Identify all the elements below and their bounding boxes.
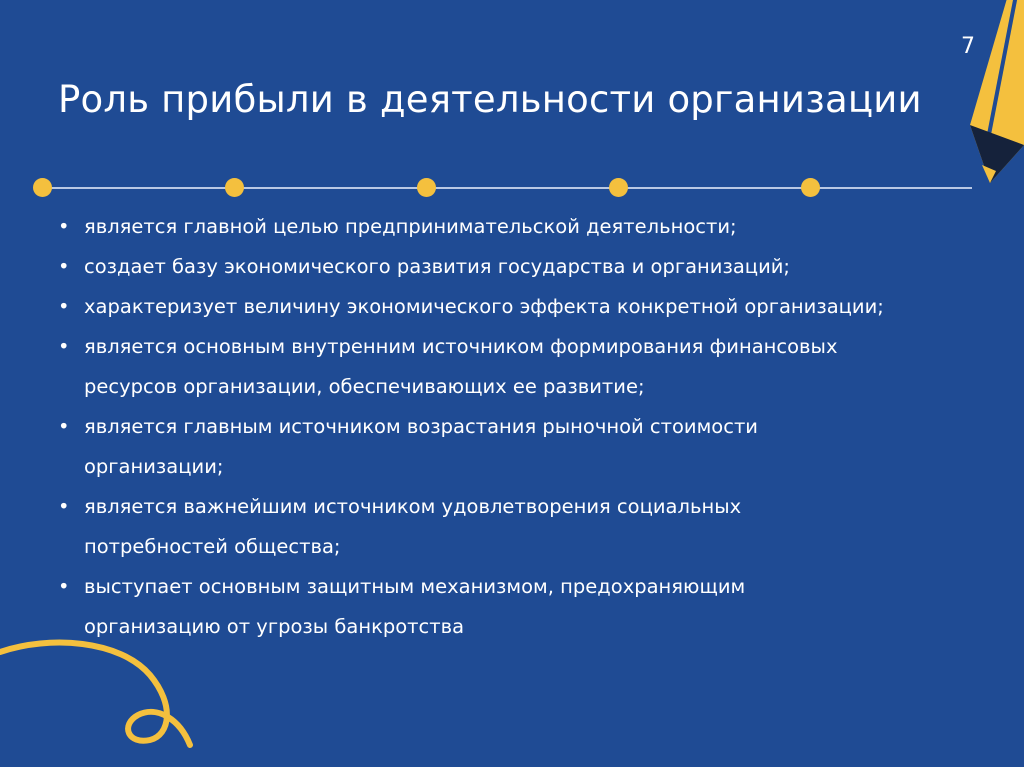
page-number: 7 xyxy=(961,34,975,59)
timeline-dot xyxy=(417,178,436,197)
bullet-item: • характеризует величину экономического эффекта конкретной организации; xyxy=(58,287,1008,327)
squiggle-decoration xyxy=(0,630,200,767)
bullet-item: • является главной целью предпринимательской деятельности; xyxy=(58,207,1008,247)
timeline-dot xyxy=(801,178,820,197)
timeline-dot xyxy=(225,178,244,197)
bullet-item: • является важнейшим источником удовлетворения социальных потребностей общества; xyxy=(58,487,1008,567)
timeline-dot xyxy=(609,178,628,197)
timeline-line xyxy=(42,187,972,189)
timeline-divider xyxy=(0,178,1024,198)
bullet-item: • выступает основным защитным механизмом, предохраняющим организацию от угрозы банкротства xyxy=(58,567,1008,647)
bullet-item: • является основным внутренним источником формирования финансовых ресурсов организации, обеспечивающих ее развитие; xyxy=(58,327,1008,407)
timeline-dot xyxy=(33,178,52,197)
slide-title: Роль прибыли в деятельности организации xyxy=(58,78,922,121)
pencil-icon xyxy=(960,0,1024,200)
bullet-item: • создает базу экономического развития государства и организаций; xyxy=(58,247,1008,287)
bullet-item: • является главным источником возрастания рыночной стоимости организации; xyxy=(58,407,1008,487)
bullet-list xyxy=(58,207,1008,647)
